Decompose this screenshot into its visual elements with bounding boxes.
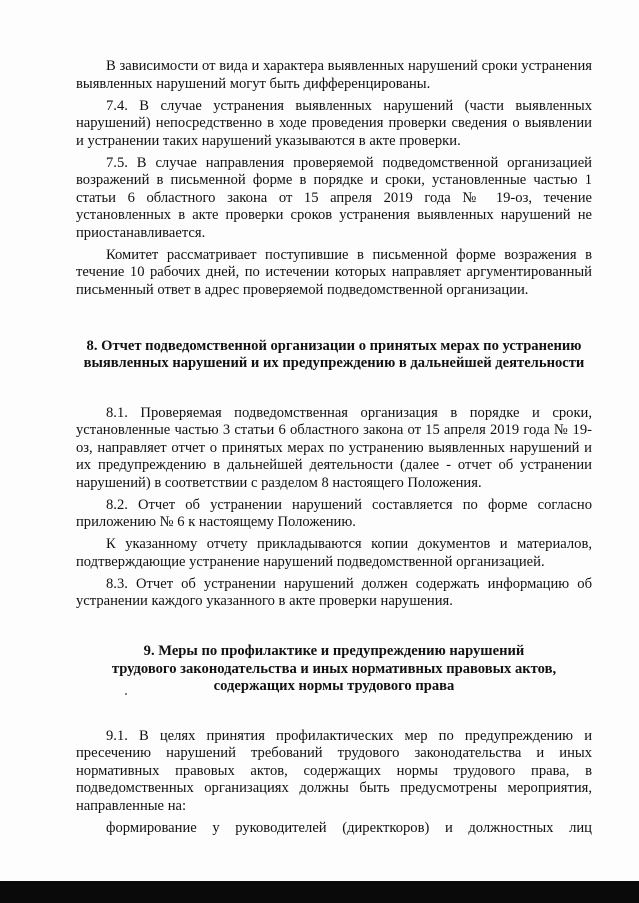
section-9-heading-line-2: трудового законодательства и иных нормативных правовых актов, xyxy=(111,660,557,677)
section-9-heading xyxy=(76,643,592,696)
paragraph-8-1: 8.1. Проверяемая подведомственная организация в порядке и сроки, установленные частью 3 статьи 6 областного закона от 15 апреля 2019 года № 19-оз, направляет отчет о принятых мерах по устранению выявленных нарушений и их предупреждению в дальнейшей деятельности (далее - отчет об устранении нарушений) в соответствии с разделом 8 настоящего Положения. xyxy=(76,404,592,491)
scan-bottom-edge xyxy=(0,881,639,903)
paragraph-7-4: 7.4. В случае устранения выявленных нарушений (части выявленных нарушений) непосредственно в ходе проведения проверки сведения о выявлении и устранении таких нарушений указываются в акте проверки. xyxy=(76,97,592,149)
document-body xyxy=(76,58,592,842)
paragraph-report-attachments: К указанному отчету прикладываются копии документов и материалов, подтверждающие устранение нарушений подведомственной организацией. xyxy=(76,536,592,570)
paragraph-8-3: 8.3. Отчет об устранении нарушений должен содержать информацию об устранении каждого указанного в акте проверки нарушения. xyxy=(76,575,592,609)
section-9-heading-line-3: содержащих нормы трудового права xyxy=(213,678,455,694)
section-8-heading-line-2: выявленных нарушений и их предупреждению в дальнейшей деятельности xyxy=(83,355,585,371)
paragraph-8-2: 8.2. Отчет об устранении нарушений составляется по форме согласно приложению № 6 к настоящему Положению. xyxy=(76,496,592,530)
section-8-heading xyxy=(76,338,592,373)
section-8-heading-line-1: 8. Отчет подведомственной организации о принятых мерах по устранению xyxy=(86,337,582,354)
section-9-heading-line-1: 9. Меры по профилактике и предупреждению нарушений xyxy=(143,643,525,659)
paragraph-9-1: 9.1. В целях принятия профилактических мер по предупреждению и пресечению нарушений требований трудового законодательства и иных нормативных правовых актов, содержащих нормы трудового права, в подведомственных организациях должны быть предусмотрены мероприятия, направленные на: xyxy=(76,727,592,814)
paragraph-committee: Комитет рассматривает поступившие в письменной форме возражения в течение 10 рабочих дней, по истечении которых направляет аргументированный письменный ответ в адрес проверяемой подведомственной организации. xyxy=(76,246,592,298)
paragraph-7-5: 7.5. В случае направления проверяемой подведомственной организацией возражений в письменной форме в порядке и сроки, установленные частью 1 статьи 6 областного закона от 15 апреля 2019 года № 19-оз, течение установленных в акте проверки сроков устранения выявленных нарушений не приостанавливается. xyxy=(76,154,592,241)
paragraph-formation: формирование у руководителей (директкоров) и должностных лиц xyxy=(106,819,592,836)
scan-speck xyxy=(125,693,127,695)
paragraph-deadlines: В зависимости от вида и характера выявленных нарушений сроки устранения выявленных нарушений могут быть дифференцированы. xyxy=(76,58,592,92)
